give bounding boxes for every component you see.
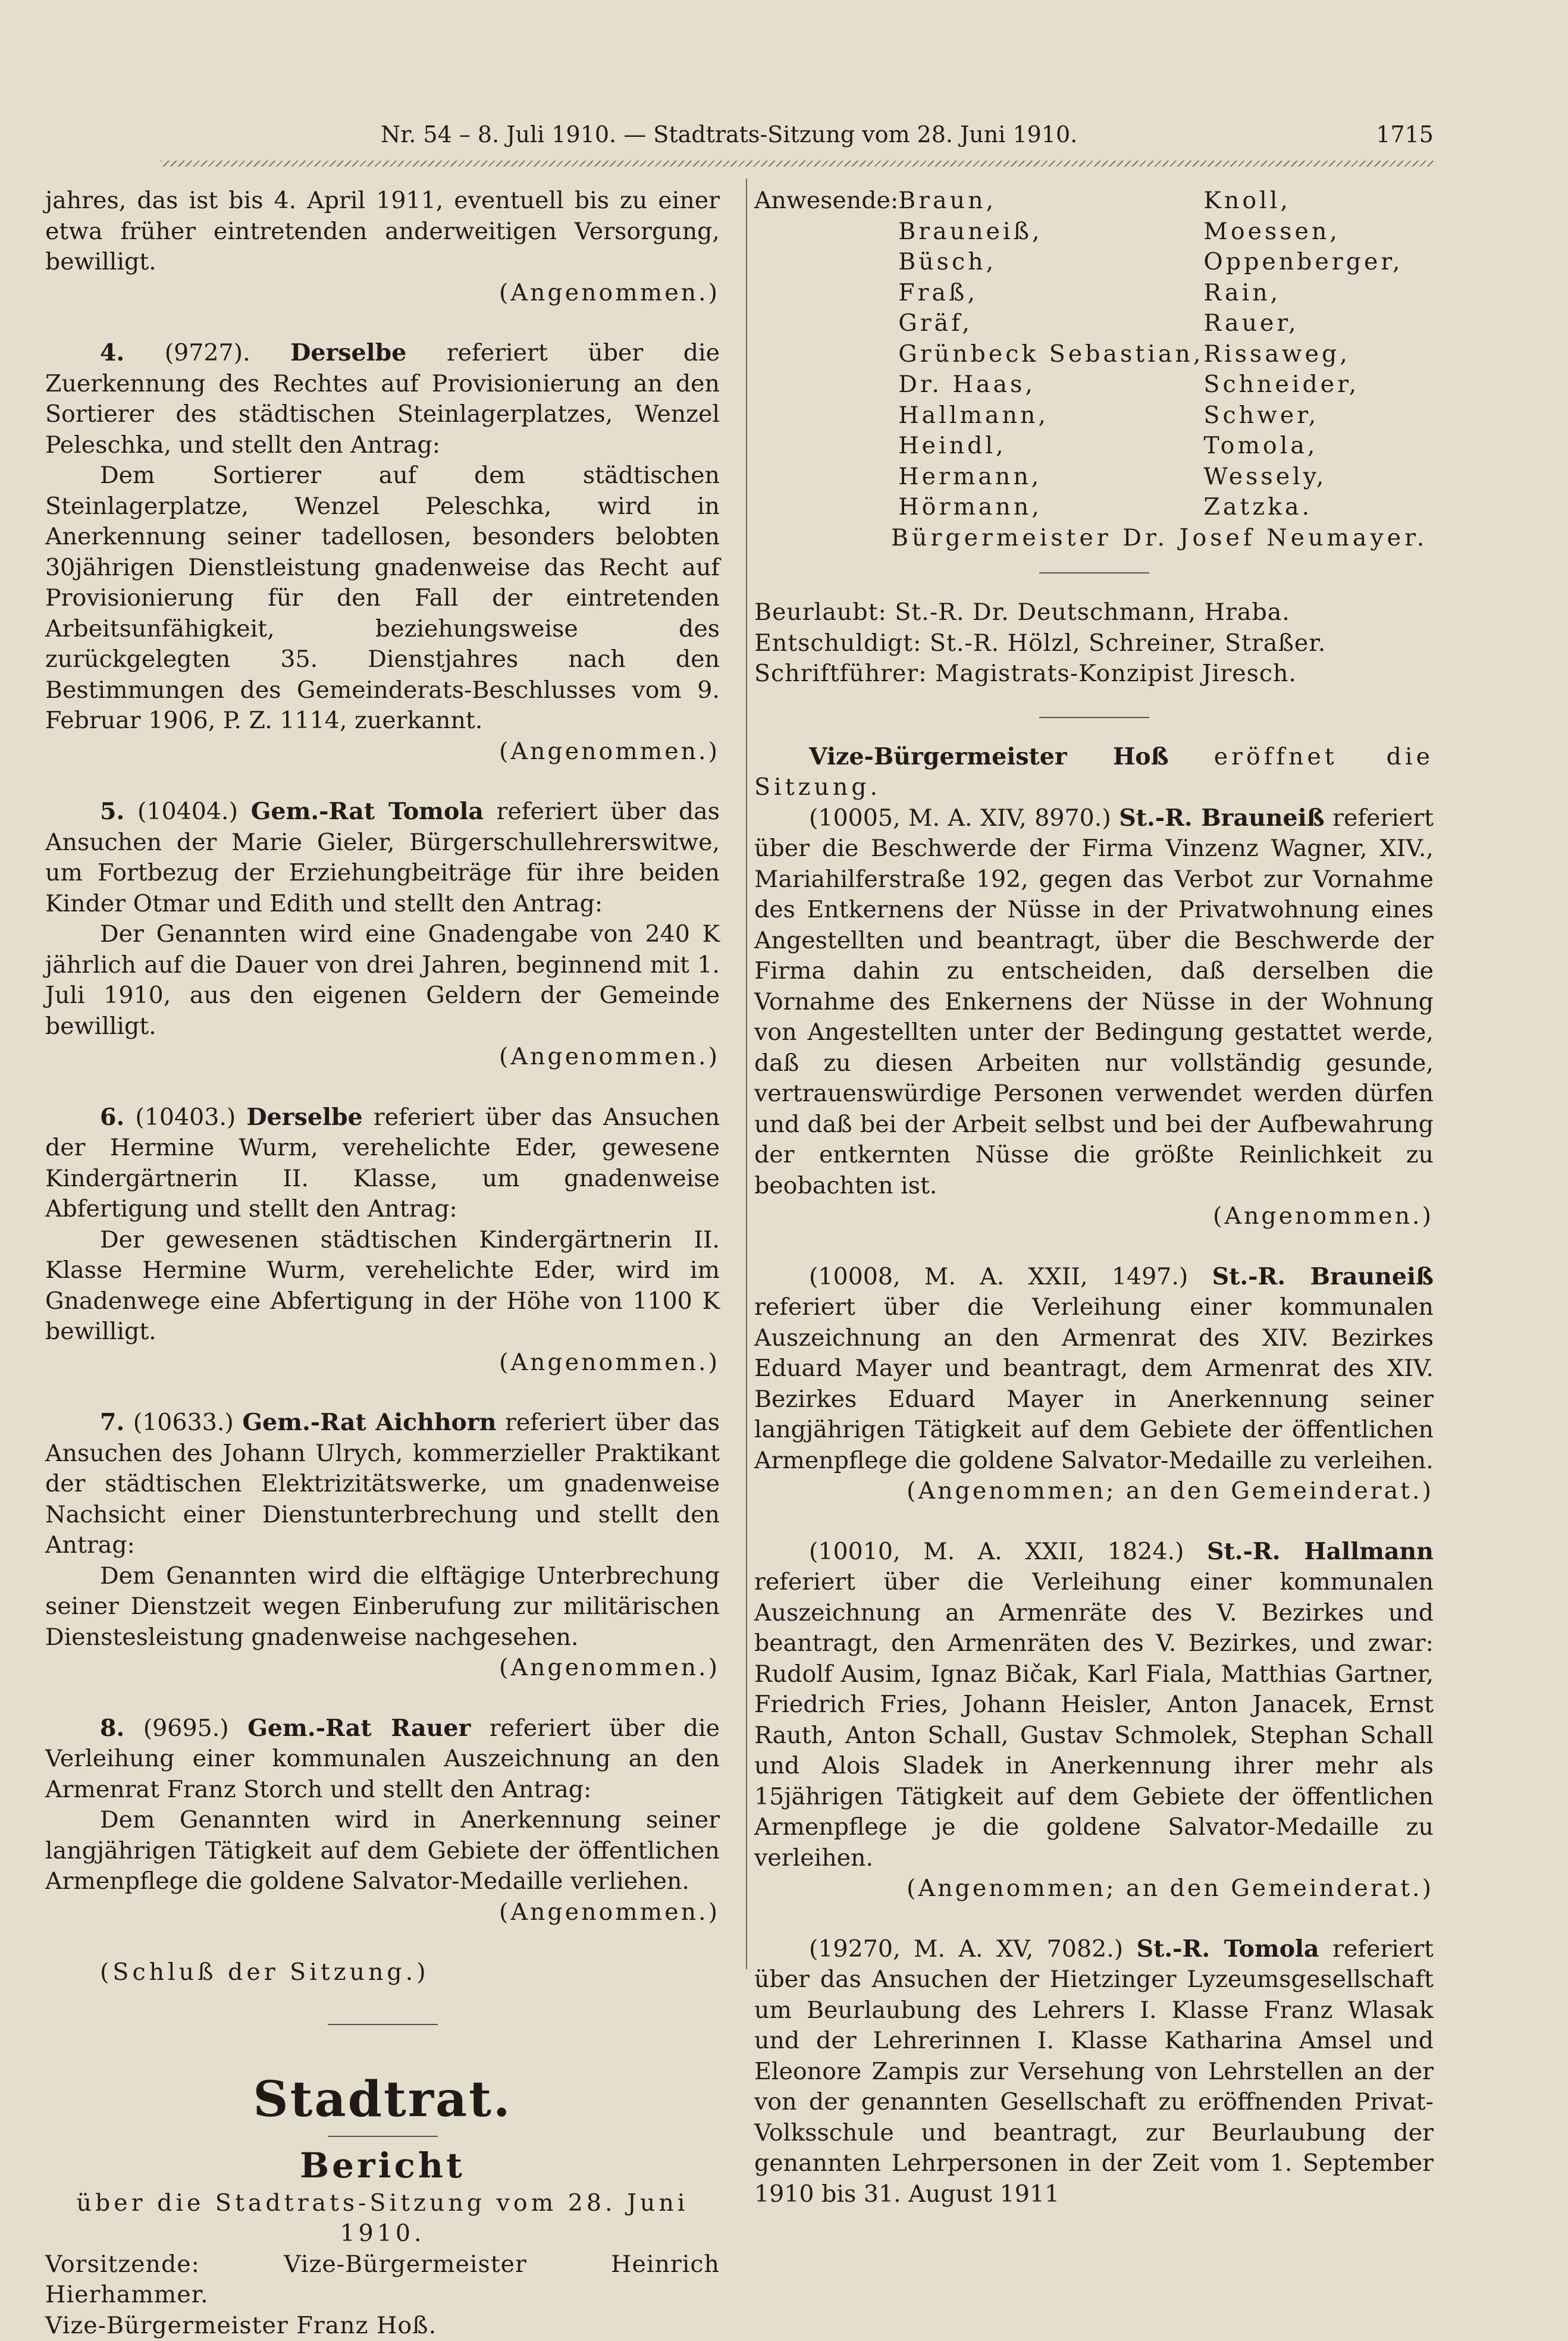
page-header xyxy=(161,117,1434,152)
item-block xyxy=(45,1102,720,1378)
item-result: (Angenommen.) xyxy=(45,1347,720,1378)
excused-line: Entschuldigt: St.-R. Hölzl, Schreiner, Straßer. xyxy=(754,628,1434,659)
item-text: referiert über das Ansuchen der Hermine Wurm, verehelichte Eder, gewesene Kindergärtnerin II. Klasse, um gnadenweise Abfertigung und stellt den Antrag: xyxy=(45,1104,720,1223)
report-subtitle: über die Stadtrats-Sitzung vom 28. Juni 1910. xyxy=(45,2188,720,2249)
item-block xyxy=(45,797,720,1073)
column-divider xyxy=(746,178,747,1969)
item-ref: (10403.) xyxy=(135,1104,236,1131)
attendance-row xyxy=(754,247,1434,278)
attendee-name: Schneider, xyxy=(1203,369,1434,400)
attendee-name: Grünbeck Sebastian, xyxy=(898,339,1203,370)
attendance-row xyxy=(754,186,1434,217)
attendee-name: Wessely, xyxy=(1203,462,1434,493)
item-block xyxy=(754,1262,1434,1507)
item-text: referiert über die Verleihung einer kommunalen Auszeichnung an den Armenrat Franz Storch und stellt den Antrag: xyxy=(45,1715,720,1803)
item-result: (Angenommen; an den Gemeinderat.) xyxy=(754,1873,1434,1904)
item-speaker: Gem.-Rat Aichhorn xyxy=(242,1409,496,1436)
item-text: referiert über die Verleihung einer kommunalen Auszeichnung an den Armenrat des XIV. Bezirkes Eduard Mayer und beantragt, dem Armenrat des XIV. Bezirkes Eduard Mayer in Anerkennung seiner langjährigen Tätigkeit auf dem Gebiete der öffentlichen Armenpflege die goldene Salvator-Medaille zu verleihen. xyxy=(754,1293,1434,1474)
item-text: referiert über die Zuerkennung des Rechtes auf Provisionierung an den Sortierer des städtischen Steinlagerplatzes, Wenzel Peleschka, und stellt den Antrag: xyxy=(45,339,720,459)
item-ref: (9695.) xyxy=(143,1715,229,1742)
attendance-row xyxy=(754,217,1434,247)
item-number: 4. xyxy=(100,339,124,366)
on-leave-line: Beurlaubt: St.-R. Dr. Deutschmann, Hraba. xyxy=(754,597,1434,628)
item-paragraph xyxy=(754,1537,1434,1874)
item-result: (Angenommen.) xyxy=(45,737,720,767)
attendance-label xyxy=(754,217,898,247)
item-block xyxy=(754,803,1434,1232)
item-result: (Angenommen.) xyxy=(45,1653,720,1684)
attendance-row xyxy=(754,400,1434,431)
item-block xyxy=(45,1408,720,1684)
attendee-name: Rain, xyxy=(1203,278,1434,309)
attendance-label xyxy=(754,247,898,278)
item-paragraph xyxy=(45,797,720,919)
item-speaker: Gem.-Rat Rauer xyxy=(247,1715,471,1742)
item-result: (Angenommen.) xyxy=(45,1897,720,1928)
item-number: 5. xyxy=(100,798,124,825)
chair-line-1: Vorsitzende: Vize-Bürgermeister Heinrich Hierhammer. xyxy=(45,2249,720,2311)
attendee-name: Gräf, xyxy=(898,308,1203,339)
item-ref: (10008, M. A. XXII, 1497.) xyxy=(809,1263,1188,1290)
item-paragraph xyxy=(45,338,720,460)
attendance-row xyxy=(754,308,1434,339)
section-divider xyxy=(328,2024,438,2025)
item-block xyxy=(45,1713,720,1928)
item-speaker: St.-R. Hallmann xyxy=(1207,1538,1434,1565)
attendance-label xyxy=(754,308,898,339)
attendance-row xyxy=(754,462,1434,493)
attendee-name: Rauer, xyxy=(1203,308,1434,339)
page-number: 1715 xyxy=(1376,117,1434,152)
attendee-name: Zatzka. xyxy=(1203,492,1434,523)
item-text: referiert über das Ansuchen der Hietzinger Lyzeumsgesellschaft um Beurlaubung des Lehrers I. Klasse Franz Wlasak und der Lehrerinnen I. Klasse Katharina Amsel und Eleonore Zampis zur Versehung von Lehrstellen an der von der genannten Gesellschaft zu eröffnenden Privat-Volksschule und beantragt, zur Beurlaubung der genannten Lehrpersonen in der Zeit vom 1. September 1910 bis 31. August 1911 xyxy=(754,1935,1434,2208)
attendee-name: Tomola, xyxy=(1203,431,1434,462)
item-motion: Dem Sortierer auf dem städtischen Steinlagerplatze, Wenzel Peleschka, wird in Anerkennung seiner tadellosen, besonders belobten 30jährigen Dienstleistung gnadenweise das Recht auf Provisionierung für den Fall der eintretenden Arbeitsunfähigkeit, beziehungsweise des zurückgelegten 35. Dienstjahres nach den Bestimmungen des Gemeinderats-Beschlusses vom 9. Februar 1906, P. Z. 1114, zuerkannt. xyxy=(45,460,720,737)
item-motion: Dem Genannten wird in Anerkennung seiner langjährigen Tätigkeit auf dem Gebiete der öffentlichen Armenpflege die goldene Salvator-Medaille verliehen. xyxy=(45,1805,720,1897)
item-speaker: Derselbe xyxy=(246,1104,362,1131)
item-text: referiert über die Verleihung einer kommunalen Auszeichnung an Armenräte des V. Bezirkes und beantragt, den Armenräten des V. Bezirkes, und zwar: Rudolf Ausim, Ignaz Bičak, Karl Fiala, Matthias Gartner, Friedrich Fries, Johann Heisler, Anton Janacek, Ernst Rauth, Anton Schall, Gustav Schmolek, Stephan Schall und Alois Sladek in Anerkennung ihrer mehr als 15jährigen Tätigkeit auf dem Gebiete der öffentlichen Armenpflege je die goldene Salvator-Medaille zu verleihen. xyxy=(754,1568,1434,1872)
item-text: referiert über das Ansuchen der Marie Gieler, Bürgerschullehrerswitwe, um Fortbezug der Erziehungbeiträge für ihre beiden Kinder Otmar und Edith und stellt den Antrag: xyxy=(45,798,720,917)
opening-line xyxy=(754,742,1434,803)
item-paragraph xyxy=(45,1713,720,1806)
item-text: referiert über die Beschwerde der Firma Vinzenz Wagner, XIV., Mariahilferstraße 192, gegen das Verbot zur Vornahme des Entkernens der Nüsse in der Privatwohnung eines Angestellten und beantragt, über die Beschwerde der Firma dahin zu entscheiden, daß derselben die Vornahme des Enkernens der Nüsse in der Wohnung von Angestellten unter der Bedingung gestattet werde, daß zu diesen Arbeiten nur vollständig gesunde, vertrauenswürdige Personen verwendet werden dürfen und daß bei der Arbeit selbst und bei der Aufbewahrung der entkernten Nüsse die größte Reinlichkeit zu beobachten ist. xyxy=(754,804,1434,1199)
attendance-row xyxy=(754,492,1434,523)
attendee-name: Knoll, xyxy=(1203,186,1434,217)
item-speaker: St.-R. Brauneiß xyxy=(1212,1263,1434,1290)
attendee-name: Oppenberger, xyxy=(1203,247,1434,278)
attendance-row xyxy=(754,339,1434,370)
attendee-name: Heindl, xyxy=(898,431,1203,462)
item-motion: Dem Genannten wird die elftägige Unterbrechung seiner Dienstzeit wegen Einberufung zur militärischen Dienstesleistung gnadenweise nachgesehen. xyxy=(45,1561,720,1653)
item-speaker: Derselbe xyxy=(290,339,406,366)
closing-note: (Schluß der Sitzung.) xyxy=(45,1957,720,1988)
item-ref: (10005, M. A. XIV, 8970.) xyxy=(809,804,1111,832)
item-motion: Der gewesenen städtischen Kindergärtnerin II. Klasse Hermine Wurm, verehelichte Eder, wird im Gnadenwege eine Abfertigung in der Höhe von 1100 K bewilligt. xyxy=(45,1225,720,1347)
attendee-name: Büsch, xyxy=(898,247,1203,278)
attendee-name: Fraß, xyxy=(898,278,1203,309)
attendance-label xyxy=(754,278,898,309)
running-title: Nr. 54 – 8. Juli 1910. — Stadtrats-Sitzung vom 28. Juni 1910. xyxy=(381,117,1077,152)
attendee-name: Moessen, xyxy=(1203,217,1434,247)
opening-speaker: Vize-Bürgermeister Hoß xyxy=(809,743,1169,770)
left-column xyxy=(45,186,720,2341)
attendee-name: Schwer, xyxy=(1203,400,1434,431)
item-paragraph xyxy=(45,1102,720,1225)
attendee-name: Brauneiß, xyxy=(898,217,1203,247)
attendance-row xyxy=(754,431,1434,462)
item-block xyxy=(45,338,720,767)
chair-line-2: Vize-Bürgermeister Franz Hoß. xyxy=(45,2311,720,2341)
attendee-name: Rissaweg, xyxy=(1203,339,1434,370)
attendee-name: Braun, xyxy=(898,186,1203,217)
item-speaker: St.-R. Brauneiß xyxy=(1119,804,1324,832)
attendee-name: Hallmann, xyxy=(898,400,1203,431)
item-motion: Der Genannten wird eine Gnadengabe von 240 K jährlich auf die Dauer von drei Jahren, beginnend mit 1. Juli 1910, aus den eigenen Geldern der Gemeinde bewilligt. xyxy=(45,919,720,1042)
section-title: Stadtrat. xyxy=(45,2067,720,2132)
item-result: (Angenommen.) xyxy=(45,1042,720,1073)
report-title: Bericht xyxy=(45,2143,720,2188)
attendance-divider xyxy=(1039,572,1149,574)
secretary-divider xyxy=(1039,717,1149,718)
item-result: (Angenommen; an den Gemeinderat.) xyxy=(754,1476,1434,1507)
item-paragraph xyxy=(754,1934,1434,2210)
item-ref: (10010, M. A. XXII, 1824.) xyxy=(809,1538,1184,1565)
opening-text: eröffnet die Sitzung. xyxy=(754,743,1434,801)
item-block xyxy=(754,1934,1434,2210)
attendee-name: Hörmann, xyxy=(898,492,1203,523)
attendance-label xyxy=(754,492,898,523)
attendance-list xyxy=(754,186,1434,523)
intro-paragraph: jahres, das ist bis 4. April 1911, eventuell bis zu einer etwa früher eintretenden anderweitigen Versorgung, bewilligt. xyxy=(45,186,720,278)
item-text: referiert über das Ansuchen des Johann Ulrych, kommerzieller Praktikant der städtischen Elektrizitätswerke, um gnadenweise Nachsicht einer Dienstunterbrechung und stellt den Antrag: xyxy=(45,1409,720,1559)
item-ref: (19270, M. A. XV, 7082.) xyxy=(809,1935,1123,1963)
item-paragraph xyxy=(754,803,1434,1202)
attendance-row xyxy=(754,369,1434,400)
item-block xyxy=(754,1537,1434,1904)
intro-result: (Angenommen.) xyxy=(45,278,720,309)
item-paragraph xyxy=(45,1408,720,1561)
attendance-row xyxy=(754,278,1434,309)
title-divider xyxy=(328,2136,438,2137)
item-result: (Angenommen.) xyxy=(754,1201,1434,1232)
item-ref: (9727). xyxy=(165,339,250,366)
attendance-mayor: Bürgermeister Dr. Josef Neumayer. xyxy=(754,523,1434,554)
attendance-label xyxy=(754,462,898,493)
secretary-line: Schriftführer: Magistrats-Konzipist Jiresch. xyxy=(754,659,1434,690)
item-ref: (10633.) xyxy=(133,1409,234,1436)
attendee-name: Dr. Haas, xyxy=(898,369,1203,400)
item-speaker: St.-R. Tomola xyxy=(1137,1935,1319,1963)
attendance-label xyxy=(754,431,898,462)
item-paragraph xyxy=(754,1262,1434,1477)
attendee-name: Hermann, xyxy=(898,462,1203,493)
attendance-label xyxy=(754,400,898,431)
item-number: 6. xyxy=(100,1104,124,1131)
item-ref: (10404.) xyxy=(137,798,238,825)
attendance-label: Anwesende: xyxy=(754,186,898,217)
attendance-label xyxy=(754,369,898,400)
header-rule xyxy=(161,161,1434,167)
item-number: 7. xyxy=(100,1409,124,1436)
item-speaker: Gem.-Rat Tomola xyxy=(251,798,484,825)
attendance-label xyxy=(754,339,898,370)
item-number: 8. xyxy=(100,1715,124,1742)
right-column xyxy=(754,186,1434,2210)
